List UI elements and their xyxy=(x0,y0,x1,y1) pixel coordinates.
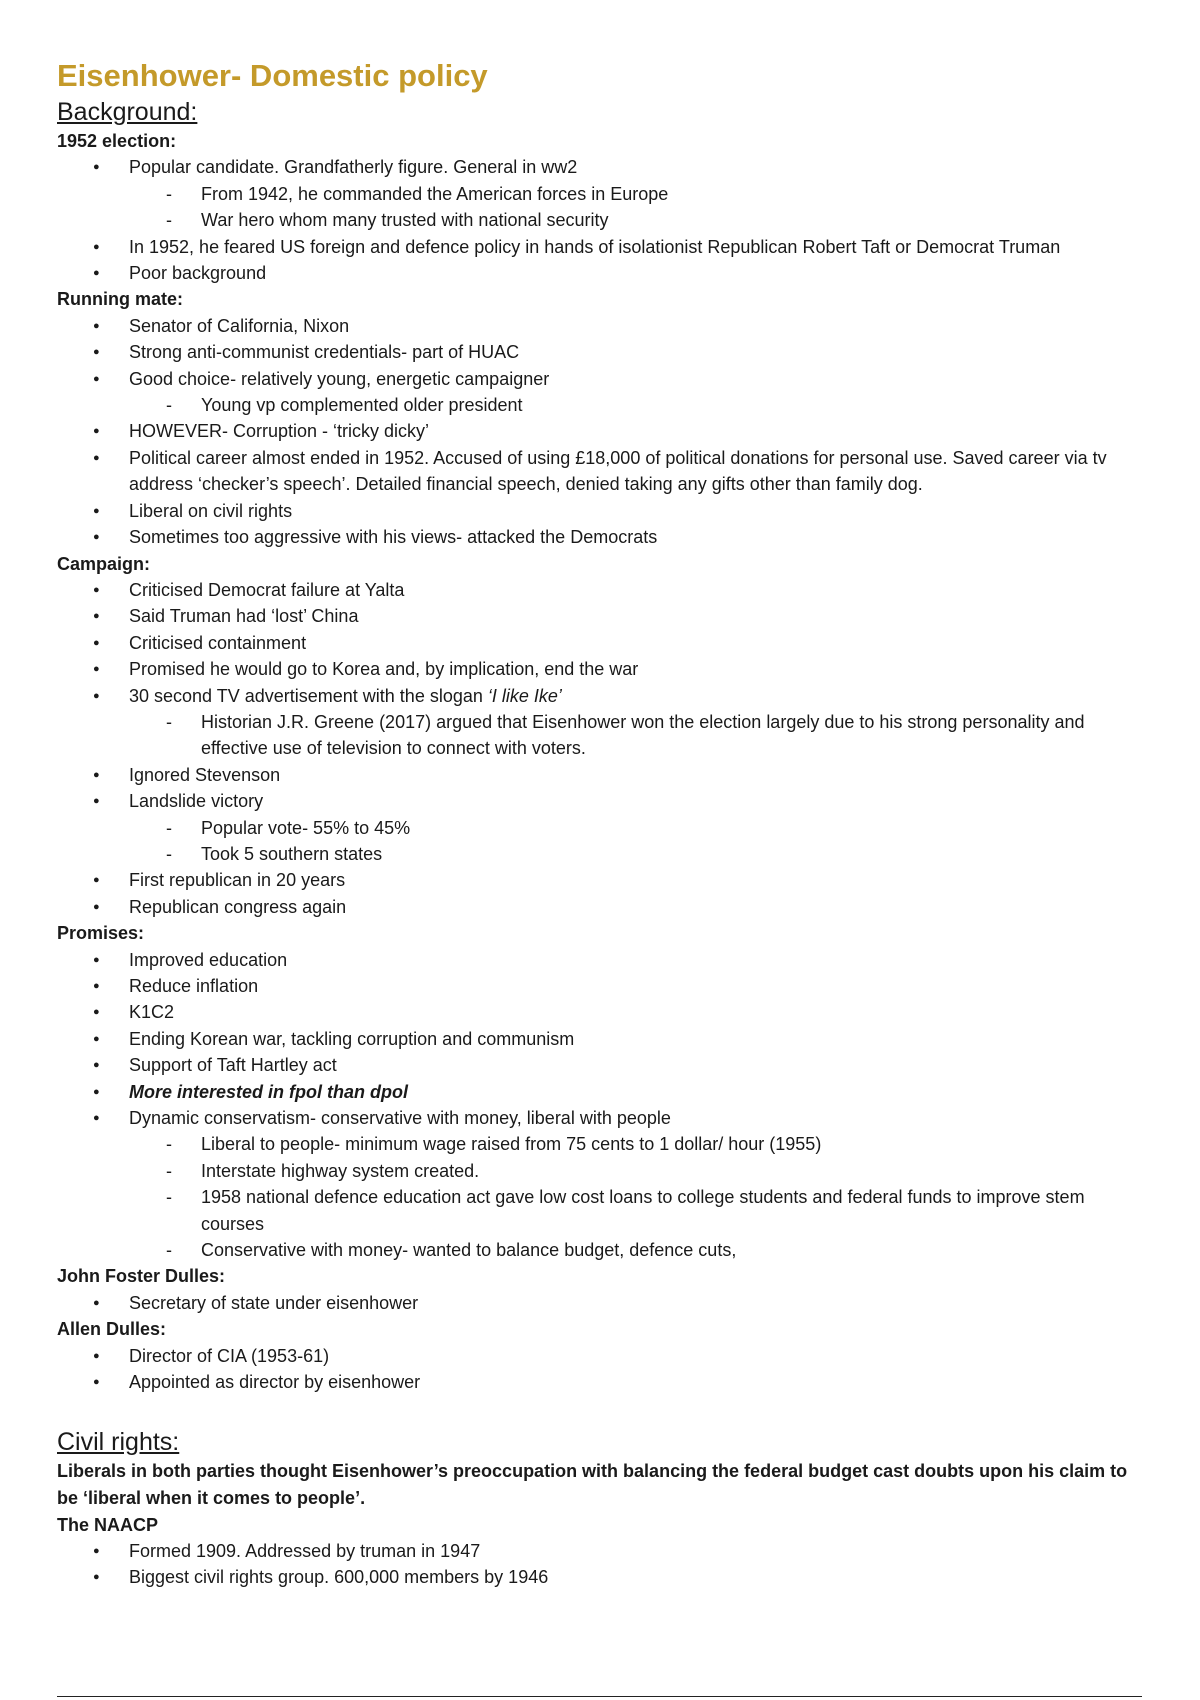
list-item: ● Criticised containment xyxy=(57,630,1147,656)
sub-list-item: - Historian J.R. Greene (2017) argued that Eisenhower won the election largely due to his strong personality and effective use of television to connect with voters. xyxy=(57,709,1147,762)
election-list xyxy=(57,154,1147,286)
sub-list-item: - Popular vote- 55% to 45% xyxy=(57,815,1147,841)
document-title: Eisenhower- Domestic policy xyxy=(57,58,488,93)
list-item: ● K1C2 xyxy=(57,999,1147,1025)
list-item: ● Appointed as director by eisenhower xyxy=(57,1369,1147,1395)
list-item: ● Strong anti-communist credentials- part of HUAC xyxy=(57,339,1147,365)
sub-list-item: - Interstate highway system created. xyxy=(57,1158,1147,1184)
subheading-campaign: Campaign: xyxy=(57,553,151,574)
list-item: ● In 1952, he feared US foreign and defence policy in hands of isolationist Republican Robert Taft or Democrat Truman xyxy=(57,234,1147,260)
list-item: ● Ignored Stevenson xyxy=(57,762,1147,788)
list-item: ● Sometimes too aggressive with his views- attacked the Democrats xyxy=(57,524,1147,550)
list-item: ● Criticised Democrat failure at Yalta xyxy=(57,577,1147,603)
list-item: ● Biggest civil rights group. 600,000 members by 1946 xyxy=(57,1564,1147,1590)
list-item-emphasis: ● More interested in fpol than dpol xyxy=(57,1079,1147,1105)
list-item: ● Said Truman had ‘lost’ China xyxy=(57,603,1147,629)
list-item: ● Republican congress again xyxy=(57,894,1147,920)
document-page xyxy=(57,56,1147,1591)
campaign-list xyxy=(57,577,1147,920)
list-item: ● Support of Taft Hartley act xyxy=(57,1052,1147,1078)
civil-rights-intro: Liberals in both parties thought Eisenhower’s preoccupation with balancing the federal budget cast doubts upon his claim to be ‘liberal when it comes to people’. xyxy=(57,1460,1128,1508)
naacp-list xyxy=(57,1538,1147,1591)
sub-list-item: - 1958 national defence education act gave low cost loans to college students and federal funds to improve stem courses xyxy=(57,1184,1147,1237)
sub-list-item: - From 1942, he commanded the American forces in Europe xyxy=(57,181,1147,207)
sub-list-item: - Young vp complemented older president xyxy=(57,392,1147,418)
list-item: ● Poor background xyxy=(57,260,1147,286)
list-item: ● Liberal on civil rights xyxy=(57,498,1147,524)
list-item: ● Ending Korean war, tackling corruption and communism xyxy=(57,1026,1147,1052)
subheading-naacp: The NAACP xyxy=(57,1514,159,1535)
list-item: ● Good choice- relatively young, energetic campaigner xyxy=(57,366,1147,392)
footer-divider xyxy=(57,1696,1142,1697)
list-item: ● HOWEVER- Corruption - ‘tricky dicky’ xyxy=(57,418,1147,444)
section-heading-background: Background: xyxy=(57,98,198,126)
jfd-list xyxy=(57,1290,1147,1316)
sub-list-item: - Liberal to people- minimum wage raised from 75 cents to 1 dollar/ hour (1955) xyxy=(57,1131,1147,1157)
allen-dulles-list xyxy=(57,1343,1147,1396)
list-item: ● Senator of California, Nixon xyxy=(57,313,1147,339)
list-item: ● Director of CIA (1953-61) xyxy=(57,1343,1147,1369)
subheading-1952-election: 1952 election: xyxy=(57,131,177,151)
subheading-running-mate: Running mate: xyxy=(57,289,183,310)
subheading-allen-dulles: Allen Dulles: xyxy=(57,1319,167,1340)
section-heading-civil-rights: Civil rights: xyxy=(57,1427,180,1456)
list-item: ● Formed 1909. Addressed by truman in 1947 xyxy=(57,1538,1147,1564)
list-item: ● Reduce inflation xyxy=(57,973,1147,999)
sub-list-item: - War hero whom many trusted with national security xyxy=(57,207,1147,233)
advert-text: 30 second TV advertisement with the slogan xyxy=(129,685,488,706)
list-item: ● Improved education xyxy=(57,947,1147,973)
list-item: ● Popular candidate. Grandfatherly figure. General in ww2 xyxy=(57,154,1147,180)
list-item: ● Dynamic conservatism- conservative with money, liberal with people xyxy=(57,1105,1147,1131)
sub-list-item: - Took 5 southern states xyxy=(57,841,1147,867)
list-item: ● Secretary of state under eisenhower xyxy=(57,1290,1147,1316)
sub-list-item: - Conservative with money- wanted to balance budget, defence cuts, xyxy=(57,1237,1147,1263)
promises-list xyxy=(57,947,1147,1264)
slogan-text: ‘I like Ike’ xyxy=(487,685,562,706)
subheading-promises: Promises: xyxy=(57,923,145,944)
list-item: ● First republican in 20 years xyxy=(57,867,1147,893)
list-item xyxy=(57,683,1147,709)
list-item: ● Landslide victory xyxy=(57,788,1147,814)
running-mate-list xyxy=(57,313,1147,551)
subheading-john-foster-dulles: John Foster Dulles: xyxy=(57,1266,226,1287)
list-item: ● Political career almost ended in 1952. Accused of using £18,000 of political donations for personal use. Saved career via tv address ‘checker’s speech’. Detailed financial speech, denied taking any gifts other than family dog. xyxy=(57,445,1147,498)
list-item: ● Promised he would go to Korea and, by implication, end the war xyxy=(57,656,1147,682)
